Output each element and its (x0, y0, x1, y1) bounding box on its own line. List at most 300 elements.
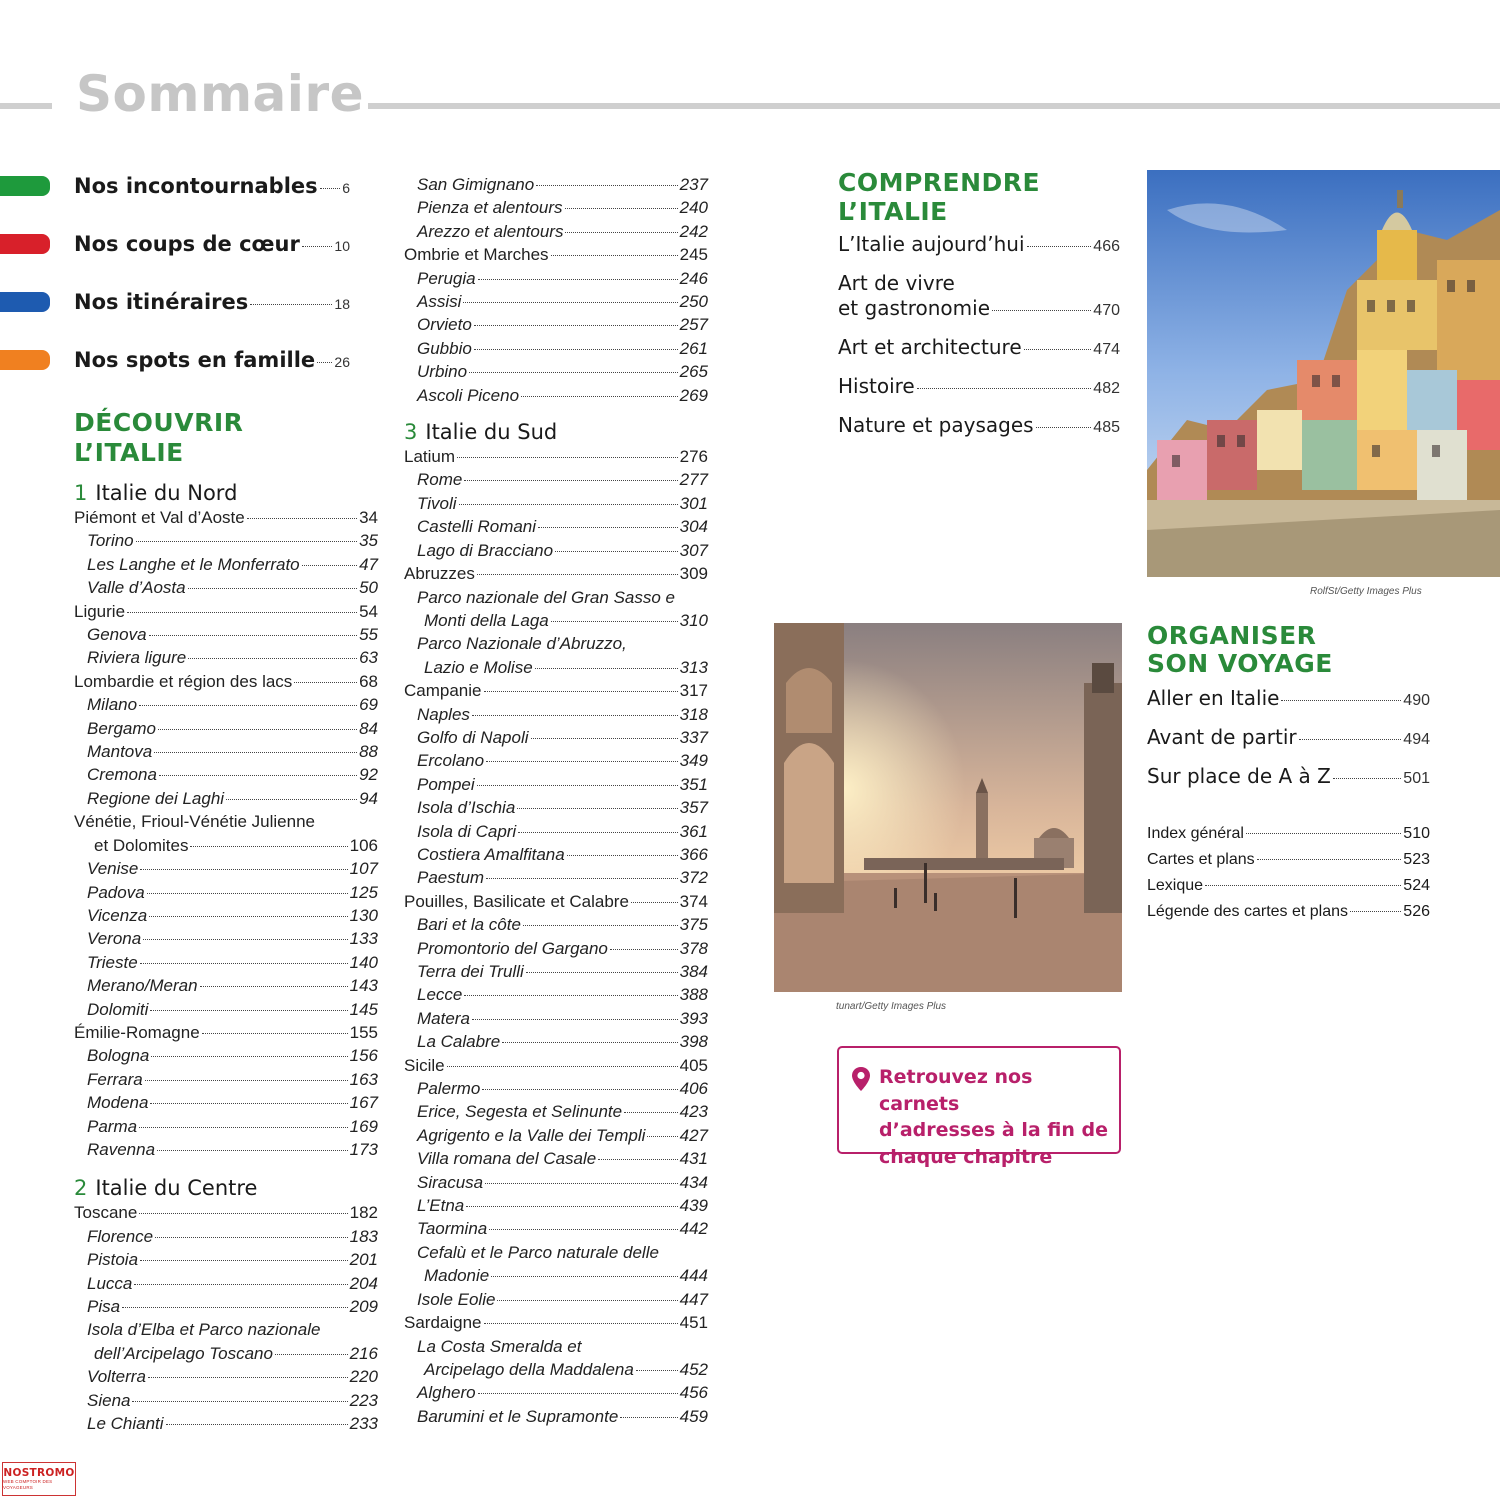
page-number: 237 (679, 175, 708, 194)
procida-illustration (1147, 170, 1500, 577)
leader-dots (523, 925, 678, 926)
highlight-entry (74, 232, 350, 256)
page-number: 130 (349, 905, 378, 925)
page-number: 456 (679, 1383, 708, 1403)
page-number: 304 (679, 517, 708, 537)
leader-dots (159, 775, 357, 776)
leader-dots (320, 188, 341, 189)
toc-entry-merano-meran[interactable] (74, 974, 378, 997)
leader-dots (478, 279, 678, 280)
page-number: 250 (679, 292, 708, 312)
page-number: 125 (349, 882, 378, 902)
page-number: 88 (359, 742, 378, 762)
toc-entry-vicenza[interactable] (74, 904, 378, 927)
extra-entry-index-general[interactable] (1147, 821, 1430, 847)
page-number: 276 (679, 447, 708, 467)
leader-dots (132, 1401, 347, 1402)
leader-dots (631, 902, 678, 903)
extra-entry-legende-des-cartes-et-plans[interactable] (1147, 899, 1430, 925)
page-number: 307 (679, 540, 708, 560)
toc-entry-alghero[interactable] (404, 1381, 708, 1404)
highlight-nos-incontournables[interactable] (0, 166, 360, 206)
toc-label: Golfo di Napoli (417, 727, 529, 747)
leader-dots (491, 1276, 677, 1277)
toc-entry-isola-d-elba-et-parco-nazionale[interactable] (74, 1318, 378, 1365)
toc-entry-venetie-frioul-venetie-julienne[interactable] (74, 810, 378, 857)
organiser-entry-avant-de-partir[interactable] (1147, 725, 1430, 752)
toc-entry-verona[interactable] (74, 927, 378, 950)
highlight-entry (74, 348, 350, 372)
page-number: 526 (1403, 903, 1430, 920)
leader-dots (567, 855, 678, 856)
leader-dots (474, 349, 678, 350)
page-number: 223 (349, 1390, 378, 1410)
leader-dots (140, 869, 347, 870)
leader-dots (1024, 349, 1092, 350)
toc-entry-les-langhe-et-le-monferrato[interactable] (74, 553, 378, 576)
page-number: 474 (1093, 341, 1120, 358)
toc-entry-taormina[interactable] (404, 1217, 708, 1240)
entry-line2-row (838, 296, 1120, 323)
toc-label: Alghero (417, 1383, 476, 1403)
nostromo-logo: NOSTROMO WEB COMPTOIR DES VOYAGEURS (2, 1462, 76, 1496)
leader-dots (140, 963, 348, 964)
leader-dots (917, 388, 1092, 389)
toc-entry-ravenna[interactable] (74, 1138, 378, 1161)
toc-entry-ascoli-piceno[interactable] (404, 384, 708, 407)
leader-dots (636, 1370, 678, 1371)
toc-entry-parco-nazionale-del-gran-sasso-e[interactable] (404, 586, 708, 633)
toc-label: Isole Eolie (417, 1289, 496, 1309)
toc-label: Pouilles, Basilicate et Calabre (404, 891, 629, 911)
entry-label: Sur place de A à Z (1147, 764, 1331, 788)
highlight-nos-coups-de-c-ur[interactable] (0, 224, 360, 264)
toc-entry-costiera-amalfitana[interactable] (404, 843, 708, 866)
toc-label-line2-row (417, 609, 708, 632)
toc-column-1 (74, 408, 378, 1435)
page-number: 366 (679, 844, 708, 864)
page-number: 204 (349, 1273, 378, 1293)
toc-entry-pienza-et-alentours[interactable] (404, 196, 708, 219)
toc-entry-ligurie[interactable] (74, 600, 378, 623)
page-number: 133 (349, 929, 378, 949)
toc-entry-abruzzes[interactable] (404, 562, 708, 585)
leader-dots (489, 1229, 677, 1230)
leader-dots (598, 1159, 677, 1160)
leader-dots (484, 1323, 678, 1324)
highlight-label: Nos spots en famille (74, 348, 316, 372)
organiser-extras-list (1147, 821, 1430, 925)
comprendre-section (838, 168, 1120, 440)
toc-entry-sicile[interactable] (404, 1054, 708, 1077)
toc-entry-valle-d-aosta[interactable] (74, 576, 378, 599)
leader-dots (565, 208, 678, 209)
leader-dots (1281, 700, 1401, 701)
toc-entry-lombardie-et-region-des-lacs[interactable] (74, 670, 378, 693)
title-rule-right (368, 103, 1500, 109)
toc-label: Parma (87, 1116, 138, 1136)
page-number: 246 (679, 268, 708, 288)
toc-entry-torino[interactable] (74, 529, 378, 552)
toc-label: Riviera ligure (87, 648, 187, 668)
toc-label-line2-row (417, 656, 708, 679)
page-number: 155 (349, 1022, 378, 1042)
toc-label: Ferrara (87, 1069, 143, 1089)
toc-entry-palermo[interactable] (404, 1077, 708, 1100)
toc-label: Torino (87, 531, 134, 551)
toc-entry-barumini-et-le-supramonte[interactable] (404, 1405, 708, 1428)
map-pin-icon (851, 1066, 873, 1152)
toc-label: Paestum (417, 868, 485, 888)
leader-dots (155, 1237, 347, 1238)
toc-entry-lago-di-bracciano[interactable] (404, 539, 708, 562)
leader-dots (517, 808, 677, 809)
page-number: 269 (679, 385, 708, 405)
toc-entry-villa-romana-del-casale[interactable] (404, 1147, 708, 1170)
section-italie-du-sud: 3 Italie du Sud (404, 420, 558, 445)
toc-entry-assisi[interactable] (404, 290, 708, 313)
leader-dots (457, 457, 678, 458)
toc-entry-mantova[interactable] (74, 740, 378, 763)
toc-label: Isola d’Ischia (417, 798, 516, 818)
toc-entry-volterra[interactable] (74, 1365, 378, 1388)
toc-entry-campanie[interactable] (404, 679, 708, 702)
leader-dots (1299, 739, 1402, 740)
toc-entry-isola-d-ischia[interactable] (404, 796, 708, 819)
toc-entry-matera[interactable] (404, 1007, 708, 1030)
leader-dots (620, 1417, 677, 1418)
toc-entry-perugia[interactable] (404, 267, 708, 290)
page-number: 470 (1093, 302, 1120, 319)
toc-entry-milano[interactable] (74, 693, 378, 716)
leader-dots (1257, 859, 1402, 860)
highlight-label: Nos coups de cœur (74, 232, 300, 256)
toc-entry-pistoia[interactable] (74, 1248, 378, 1271)
toc-label: Ombrie et Marches (404, 245, 549, 265)
toc-entry-parco-nazionale-d-abruzzo[interactable] (404, 632, 708, 679)
page-number: 92 (359, 765, 378, 785)
page-number: 434 (679, 1172, 708, 1192)
page-number: 140 (349, 952, 378, 972)
toc-entry-agrigento-e-la-valle-dei-templi[interactable] (404, 1124, 708, 1147)
leader-dots (1205, 885, 1401, 886)
color-tab (0, 176, 50, 196)
page-number: 240 (679, 198, 708, 218)
page-number: 523 (1403, 851, 1430, 868)
toc-label: Mantova (87, 742, 153, 762)
photo-procida (1147, 170, 1500, 577)
extra-entry-lexique[interactable] (1147, 873, 1430, 899)
leader-dots (166, 1424, 348, 1425)
toc-entry-naples[interactable] (404, 703, 708, 726)
leader-dots (147, 893, 348, 894)
toc-label: Lucca (87, 1273, 133, 1293)
toc-list-sud (404, 445, 708, 1428)
toc-label: Pienza et alentours (417, 198, 563, 218)
toc-entry-piemont-et-val-d-aoste[interactable] (74, 506, 378, 529)
leader-dots (188, 658, 357, 659)
page-number: 447 (679, 1289, 708, 1309)
leader-dots (535, 668, 678, 669)
leader-dots (1246, 833, 1401, 834)
entry-label: Nature et paysages (838, 413, 1034, 437)
leader-dots (151, 1056, 347, 1057)
organiser-entry-aller-en-italie[interactable] (1147, 686, 1430, 713)
page-number: 106 (349, 835, 378, 855)
comprendre-entry-nature-et-paysages[interactable] (838, 413, 1120, 440)
leader-dots (474, 325, 678, 326)
extra-entry-cartes-et-plans[interactable] (1147, 847, 1430, 873)
page-number: 405 (679, 1055, 708, 1075)
toc-entry-promontorio-del-gargano[interactable] (404, 937, 708, 960)
entry-label: Cartes et plans (1147, 851, 1255, 868)
toc-label: Lombardie et région des lacs (74, 671, 293, 691)
toc-entry-parma[interactable] (74, 1115, 378, 1138)
page-number: 309 (679, 564, 708, 584)
toc-entry-bergamo[interactable] (74, 717, 378, 740)
leader-dots (247, 518, 357, 519)
color-tab (0, 292, 50, 312)
entry-label: Avant de partir (1147, 725, 1297, 749)
toc-label: Florence (87, 1226, 154, 1246)
toc-label: Merano/Meran (87, 976, 198, 996)
toc-label-line1: Parco Nazionale d’Abruzzo, (417, 634, 627, 654)
toc-entry-le-chianti[interactable] (74, 1412, 378, 1435)
color-tab (0, 234, 50, 254)
page-number: 169 (349, 1116, 378, 1136)
toc-entry-tivoli[interactable] (404, 492, 708, 515)
page-number: 313 (679, 657, 708, 677)
toc-entry-l-etna[interactable] (404, 1194, 708, 1217)
toc-entry-paestum[interactable] (404, 866, 708, 889)
page-number: 482 (1093, 380, 1120, 397)
toc-label-line1: Cefalù et le Parco naturale delle (417, 1242, 659, 1262)
toc-label-line2-row (74, 834, 378, 857)
leader-dots (150, 1103, 347, 1104)
leader-dots (139, 1127, 348, 1128)
page-number: 107 (349, 859, 378, 879)
toc-label: La Calabre (417, 1032, 501, 1052)
leader-dots (122, 1307, 348, 1308)
toc-label: Agrigento e la Valle dei Templi (417, 1125, 646, 1145)
leader-dots (275, 1354, 348, 1355)
toc-label: Isola di Capri (417, 821, 517, 841)
comprendre-entry-l-italie-aujourd-hui[interactable] (838, 232, 1120, 259)
page-number: 452 (679, 1359, 708, 1379)
entry-label: Art et architecture (838, 335, 1022, 359)
page-number: 439 (679, 1196, 708, 1216)
toc-entry-florence[interactable] (74, 1225, 378, 1248)
toc-entry-ercolano[interactable] (404, 749, 708, 772)
page-number: 398 (679, 1032, 708, 1052)
toc-entry-isola-di-capri[interactable] (404, 820, 708, 843)
page-number: 510 (1403, 825, 1430, 842)
toc-entry-dolomiti[interactable] (74, 998, 378, 1021)
page-number: 384 (679, 962, 708, 981)
organiser-heading: ORGANISER SON VOYAGE (1147, 621, 1333, 678)
page-number: 442 (679, 1219, 708, 1239)
comprendre-list (838, 232, 1120, 440)
toc-entry-siena[interactable] (74, 1389, 378, 1412)
toc-label-line2-row (417, 1264, 708, 1287)
page-number: 485 (1093, 419, 1120, 436)
toc-label: Lecce (417, 985, 463, 1005)
toc-entry-lecce[interactable] (404, 983, 708, 1006)
toc-label: Erice, Segesta et Selinunte (417, 1102, 623, 1122)
page-number: 156 (349, 1046, 378, 1066)
toc-entry-la-calabre[interactable] (404, 1030, 708, 1053)
toc-entry-arezzo-et-alentours[interactable] (404, 220, 708, 243)
page-number: 301 (679, 493, 708, 513)
toc-label: Villa romana del Casale (417, 1149, 597, 1169)
toc-label: Naples (417, 704, 470, 724)
leader-dots (526, 972, 678, 973)
toc-entry-pisa[interactable] (74, 1295, 378, 1318)
toc-label-line1: Isola d’Elba et Parco nazionale (87, 1320, 321, 1340)
toc-entry-modena[interactable] (74, 1091, 378, 1114)
toc-entry-trieste[interactable] (74, 951, 378, 974)
organiser-entry-sur-place-de-a-a-z[interactable] (1147, 764, 1430, 791)
toc-entry-rome[interactable] (404, 468, 708, 491)
toc-entry-pouilles-basilicate-et-calabre[interactable] (404, 890, 708, 913)
toc-label: Bergamo (87, 718, 156, 738)
toc-entry-bari-et-la-cote[interactable] (404, 913, 708, 936)
highlight-nos-spots-en-famille[interactable] (0, 340, 360, 380)
leader-dots (472, 1019, 678, 1020)
page-number: 173 (349, 1139, 378, 1159)
toc-label: Padova (87, 882, 145, 902)
leader-dots (149, 916, 347, 917)
notice-text: Retrouvez nos carnets d’adresses à la fin de chaque chapitre (879, 1066, 1109, 1168)
page-number: 209 (349, 1297, 378, 1316)
toc-entry-padova[interactable] (74, 881, 378, 904)
toc-label: Barumini et le Supramonte (417, 1406, 619, 1426)
page-number: 423 (679, 1102, 708, 1122)
toc-entry-cremona[interactable] (74, 763, 378, 786)
toc-entry-orvieto[interactable] (404, 313, 708, 336)
toc-entry-genova[interactable] (74, 623, 378, 646)
leader-dots (145, 1080, 348, 1081)
toc-label-line2: Arcipelago della Maddalena (424, 1359, 634, 1379)
leader-dots (538, 527, 678, 528)
toc-label: Genova (87, 625, 147, 645)
toc-entry-isole-eolie[interactable] (404, 1288, 708, 1311)
toc-entry-cefalu-et-le-parco-naturale-delle[interactable] (404, 1241, 708, 1288)
toc-entry-toscane[interactable] (74, 1201, 378, 1224)
page-number: 466 (1093, 238, 1120, 255)
comprendre-entry-art-de-vivre[interactable] (838, 271, 1120, 323)
page-number: 143 (349, 976, 378, 996)
toc-label: Regione dei Laghi (87, 788, 225, 808)
toc-label-line1: Parco nazionale del Gran Sasso e (417, 587, 675, 607)
toc-entry-siracusa[interactable] (404, 1171, 708, 1194)
leader-dots (136, 541, 357, 542)
toc-entry-la-costa-smeralda-et[interactable] (404, 1335, 708, 1382)
toc-label: Ascoli Piceno (417, 385, 520, 405)
toc-label: Orvieto (417, 315, 472, 335)
page-number: 406 (679, 1079, 708, 1099)
toc-label: Latium (404, 447, 456, 467)
leader-dots (200, 986, 348, 987)
toc-label-line2: Madonie (424, 1266, 490, 1286)
page-number: 201 (349, 1250, 378, 1270)
page-number: 68 (359, 671, 378, 691)
photo-credit-procida: RolfSt/Getty Images Plus (1310, 586, 1422, 597)
page-number: 501 (1403, 770, 1430, 787)
leader-dots (477, 785, 678, 786)
leader-dots (502, 1042, 677, 1043)
toc-entry-riviera-ligure[interactable] (74, 646, 378, 669)
leader-dots (521, 396, 678, 397)
page-number: 444 (679, 1266, 708, 1286)
leader-dots (464, 480, 677, 481)
leader-dots (317, 362, 332, 363)
toc-label-line2: dell’Arcipelago Toscano (94, 1343, 273, 1363)
leader-dots (158, 729, 357, 730)
page-number: 459 (679, 1406, 708, 1426)
toc-label: Siracusa (417, 1172, 484, 1192)
toc-label: Milano (87, 695, 138, 715)
toc-entry-venise[interactable] (74, 857, 378, 880)
toc-entry-erice-segesta-et-selinunte[interactable] (404, 1100, 708, 1123)
toc-label-line1: La Costa Smeralda et (417, 1336, 582, 1356)
leader-dots (150, 1010, 347, 1011)
toc-entry-urbino[interactable] (404, 360, 708, 383)
highlight-entry (74, 290, 350, 314)
page-number: 357 (679, 798, 708, 818)
highlight-nos-itineraires[interactable] (0, 282, 360, 322)
toc-label: Siena (87, 1390, 131, 1410)
toc-entry-lucca[interactable] (74, 1272, 378, 1295)
page-number: 145 (349, 999, 378, 1019)
toc-entry-ferrara[interactable] (74, 1068, 378, 1091)
toc-entry-san-gimignano[interactable] (404, 173, 708, 196)
leader-dots (610, 949, 678, 950)
toc-label: Sardaigne (404, 1313, 482, 1333)
toc-entry-latium[interactable] (404, 445, 708, 468)
toc-entry-pompei[interactable] (404, 773, 708, 796)
toc-label: Sicile (404, 1055, 445, 1075)
toc-entry-ombrie-et-marches[interactable] (404, 243, 708, 266)
toc-label: Toscane (74, 1203, 138, 1223)
toc-entry-terra-dei-trulli[interactable] (404, 960, 708, 983)
toc-entry-gubbio[interactable] (404, 337, 708, 360)
toc-label: Émilie-Romagne (74, 1022, 200, 1042)
page-number: 524 (1403, 877, 1430, 894)
comprendre-entry-histoire[interactable] (838, 374, 1120, 401)
page-number: 374 (679, 891, 708, 911)
toc-label: Perugia (417, 268, 476, 288)
leader-dots (148, 1377, 348, 1378)
organiser-list (1147, 686, 1430, 791)
toc-entry-sardaigne[interactable] (404, 1311, 708, 1334)
toc-entry-castelli-romani[interactable] (404, 515, 708, 538)
toc-list-nord (74, 506, 378, 1161)
toc-label: Bari et la côte (417, 915, 521, 935)
toc-entry-golfo-di-napoli[interactable] (404, 726, 708, 749)
toc-entry-regione-dei-laghi[interactable] (74, 787, 378, 810)
leader-dots (143, 939, 347, 940)
toc-label-line2-row (417, 1358, 708, 1381)
organiser-section (1147, 622, 1430, 925)
comprendre-entry-art-et-architecture[interactable] (838, 335, 1120, 362)
toc-entry-bologna[interactable] (74, 1044, 378, 1067)
toc-entry-emilie-romagne[interactable] (74, 1021, 378, 1044)
toc-label: L’Etna (417, 1196, 465, 1216)
toc-label: Les Langhe et le Monferrato (87, 554, 300, 574)
page-number: 182 (349, 1203, 378, 1223)
color-tab (0, 350, 50, 370)
